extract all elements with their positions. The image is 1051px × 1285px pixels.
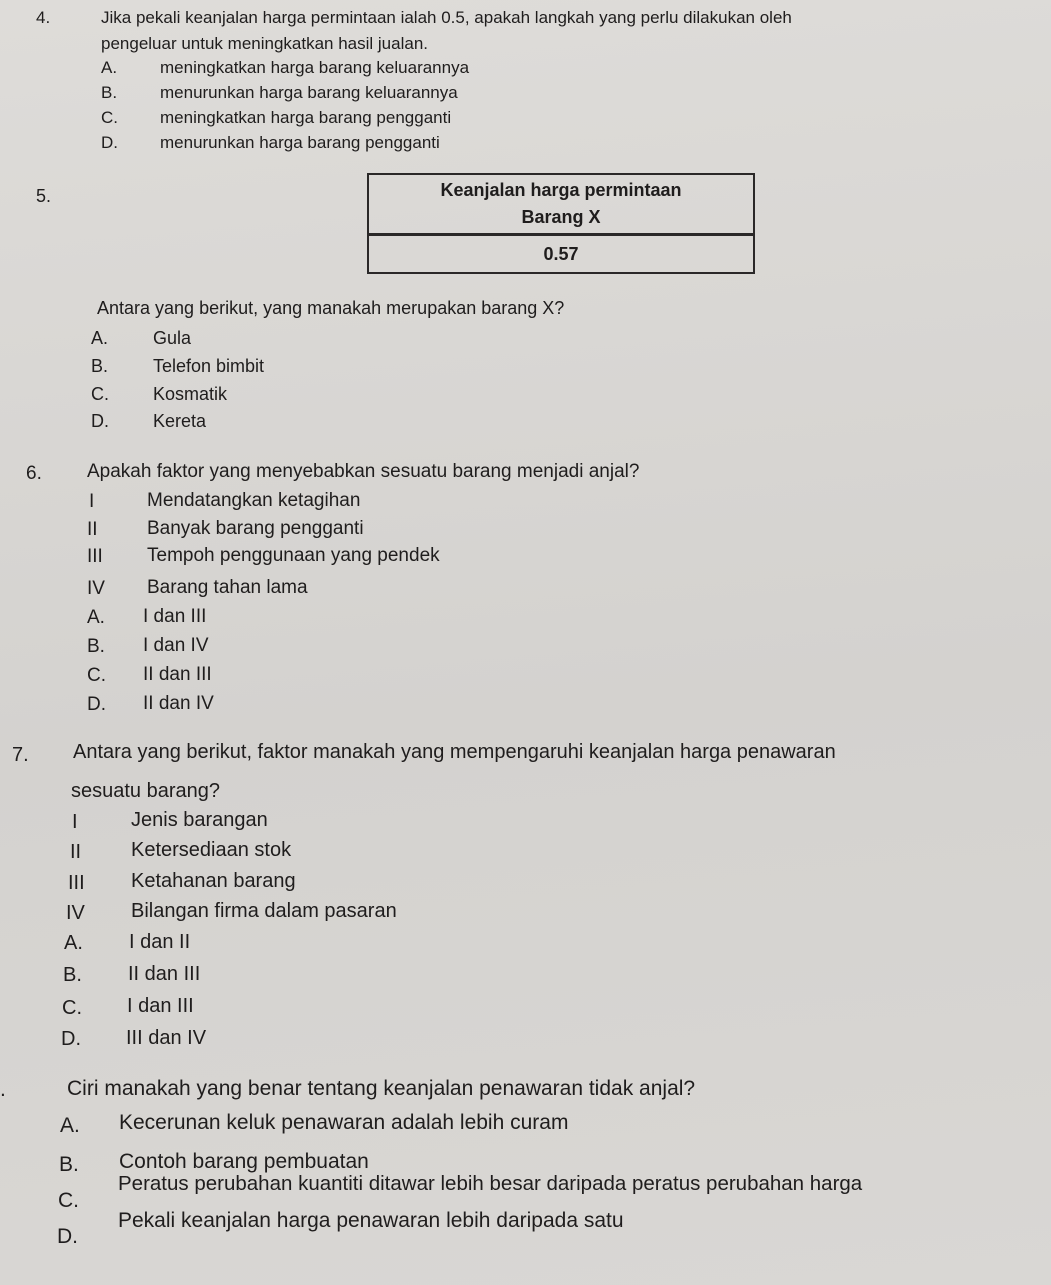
question-6-stem: Apakah faktor yang menyebabkan sesuatu barang menjadi anjal? <box>87 461 640 482</box>
q7-statement-2-roman: II <box>70 841 82 863</box>
q4-option-d-text: menurunkan harga barang pengganti <box>160 133 440 152</box>
question-4-number: 4. <box>36 8 51 27</box>
q6-statement-2-text: Banyak barang pengganti <box>147 518 364 539</box>
q7-option-b-text: II dan III <box>128 963 201 985</box>
q7-statement-4-roman: IV <box>66 902 85 924</box>
q6-statement-3-text: Tempoh penggunaan yang pendek <box>147 545 440 566</box>
question-5-stem: Antara yang berikut, yang manakah merupakan barang X? <box>97 298 565 318</box>
q8-option-a-text: Kecerunan keluk penawaran adalah lebih curam <box>119 1111 569 1134</box>
q8-option-b-text: Contoh barang pembuatan <box>119 1150 369 1173</box>
q7-option-a-letter: A. <box>64 932 83 954</box>
question-4-stem-line-2: pengeluar untuk meningkatkan hasil jualan. <box>101 34 429 53</box>
table-header-line-1: Keanjalan harga permintaan <box>440 180 682 200</box>
q4-option-a-letter: A. <box>101 58 118 77</box>
q8-option-b-letter: B. <box>59 1153 79 1176</box>
question-8-stem: Ciri manakah yang benar tentang keanjalan penawaran tidak anjal? <box>67 1077 696 1100</box>
q6-option-b-letter: B. <box>87 636 105 657</box>
q6-option-a-letter: A. <box>87 607 105 628</box>
q4-option-b-letter: B. <box>101 83 118 102</box>
q5-option-a-text: Gula <box>153 328 192 348</box>
question-4-stem-line-1: Jika pekali keanjalan harga permintaan ialah 0.5, apakah langkah yang perlu dilakukan oleh <box>101 8 792 27</box>
q6-statement-4-text: Barang tahan lama <box>147 577 308 598</box>
q5-option-b-letter: B. <box>91 356 109 376</box>
q5-option-d-letter: D. <box>91 411 109 431</box>
q4-option-a-text: meningkatkan harga barang keluarannya <box>160 58 470 77</box>
question-8-number: . <box>0 1078 6 1101</box>
q4-option-c-letter: C. <box>101 108 118 127</box>
q7-statement-1-roman: I <box>72 811 78 833</box>
q5-option-c-letter: C. <box>91 384 109 404</box>
q6-option-b-text: I dan IV <box>143 635 209 656</box>
q6-option-d-letter: D. <box>87 694 106 715</box>
question-5-number: 5. <box>36 186 52 206</box>
q7-statement-3-text: Ketahanan barang <box>131 870 296 892</box>
q8-option-c-letter: C. <box>58 1189 79 1212</box>
q8-option-a-letter: A. <box>60 1114 80 1137</box>
q7-option-c-letter: C. <box>62 997 82 1019</box>
question-7-stem-line-1: Antara yang berikut, faktor manakah yang mempengaruhi keanjalan harga penawaran <box>73 741 836 763</box>
q7-option-d-text: III dan IV <box>126 1027 207 1049</box>
question-7-stem-line-2: sesuatu barang? <box>71 780 221 802</box>
q6-statement-1-text: Mendatangkan ketagihan <box>147 490 361 511</box>
q7-statement-3-roman: III <box>68 872 85 894</box>
q4-option-d-letter: D. <box>101 133 118 152</box>
table-header-cell <box>368 174 754 235</box>
q7-statement-4-text: Bilangan firma dalam pasaran <box>131 900 397 922</box>
q7-option-a-text: I dan II <box>129 931 191 953</box>
q7-statement-2-text: Ketersediaan stok <box>131 839 292 861</box>
table-header-line-2: Barang X <box>521 207 601 227</box>
q7-option-c-text: I dan III <box>127 995 194 1017</box>
q6-statement-2-roman: II <box>87 519 98 540</box>
q7-statement-1-text: Jenis barangan <box>131 809 268 831</box>
q8-option-d-letter: D. <box>57 1225 78 1248</box>
question-6-number: 6. <box>26 463 42 484</box>
q4-option-b-text: menurunkan harga barang keluarannya <box>160 83 458 102</box>
q5-option-a-letter: A. <box>91 328 109 348</box>
q4-option-c-text: meningkatkan harga barang pengganti <box>160 108 452 127</box>
q6-statement-4-roman: IV <box>87 578 105 599</box>
q6-option-c-text: II dan III <box>143 664 212 685</box>
q7-option-d-letter: D. <box>61 1028 81 1050</box>
q6-option-a-text: I dan III <box>143 606 207 627</box>
question-7-number: 7. <box>12 744 29 766</box>
q6-statement-1-roman: I <box>89 491 95 512</box>
q5-option-c-text: Kosmatik <box>153 384 228 404</box>
q6-option-d-text: II dan IV <box>143 693 214 714</box>
q5-option-b-text: Telefon bimbit <box>153 356 265 376</box>
q8-option-d-text: Pekali keanjalan harga penawaran lebih daripada satu <box>118 1209 624 1232</box>
elasticity-table <box>367 173 755 274</box>
q8-option-c-text: Peratus perubahan kuantiti ditawar lebih besar daripada peratus perubahan harga <box>118 1172 863 1195</box>
q6-option-c-letter: C. <box>87 665 106 686</box>
table-value-cell: 0.57 <box>368 235 754 274</box>
q5-option-d-text: Kereta <box>153 411 207 431</box>
q7-option-b-letter: B. <box>63 964 82 986</box>
q6-statement-3-roman: III <box>87 546 103 567</box>
